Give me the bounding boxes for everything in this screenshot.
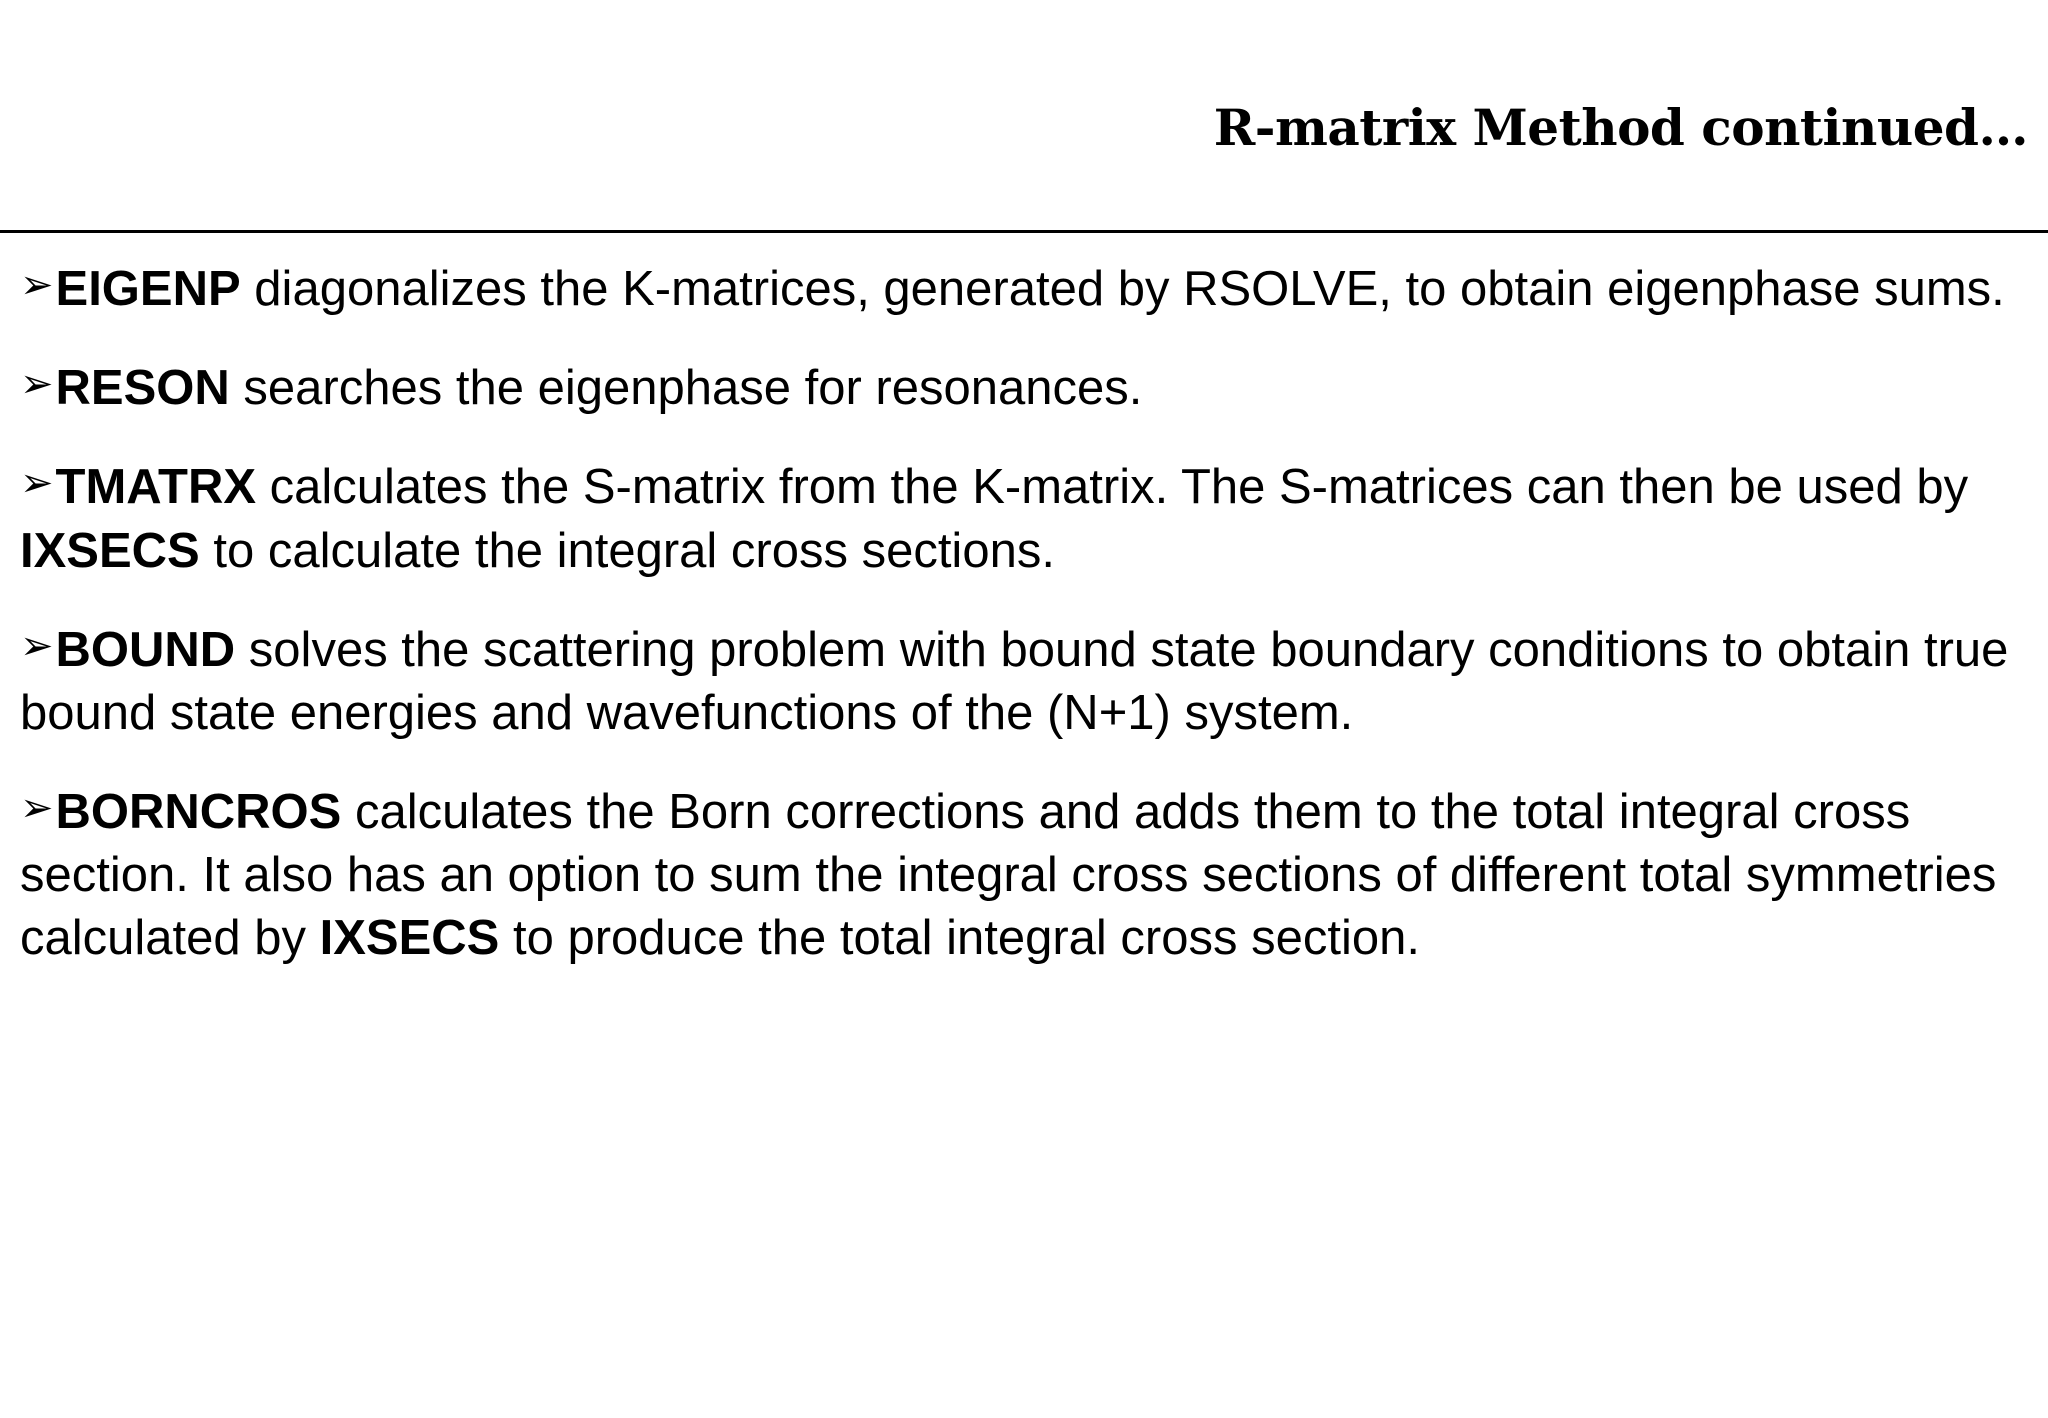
bullet-text: diagonalizes the K-matrices, generated by RSOLVE, to obtain eigenphase sums.	[240, 262, 2005, 317]
arrowhead-bullet-icon: ➢	[20, 262, 54, 308]
module-name: IXSECS	[20, 523, 200, 578]
arrowhead-bullet-icon: ➢	[20, 460, 54, 507]
bullet-text: solves the scattering problem with bound state boundary conditions to obtain true bound state energies and wavefunctions of the (N+1) system.	[20, 622, 2009, 740]
bullet-borncros	[20, 777, 2030, 970]
arrowhead-bullet-icon: ➢	[20, 361, 54, 408]
module-name: IXSECS	[319, 910, 500, 965]
module-name: EIGENP	[55, 262, 241, 317]
bullet-text: to calculate the integral cross sections.	[199, 523, 1055, 578]
arrowhead-bullet-icon: ➢	[20, 622, 54, 669]
title-divider	[0, 230, 2048, 233]
module-name: TMATRX	[55, 460, 257, 515]
bullet-reson	[20, 353, 2030, 420]
bullet-list	[20, 254, 2030, 1002]
bullet-tmatrx	[20, 452, 2030, 582]
module-name: BOUND	[55, 622, 236, 677]
module-name: RESON	[55, 361, 230, 416]
slide-title: R-matrix Method continued…	[1213, 98, 2028, 157]
bullet-text: to produce the total integral cross section.	[499, 910, 1420, 965]
bullet-bound	[20, 615, 2030, 745]
bullet-eigenp	[20, 254, 2030, 321]
bullet-text: searches the eigenphase for resonances.	[229, 361, 1143, 416]
arrowhead-bullet-icon: ➢	[20, 784, 54, 831]
bullet-text: calculates the S-matrix from the K-matrix. The S-matrices can then be used by	[256, 460, 1969, 515]
bullet-text: calculates the Born corrections and adds them to the total integral cross section. It also has an option to sum the integral cross sections of different total symmetries calculated by	[20, 784, 1997, 965]
module-name: BORNCROS	[55, 784, 342, 839]
